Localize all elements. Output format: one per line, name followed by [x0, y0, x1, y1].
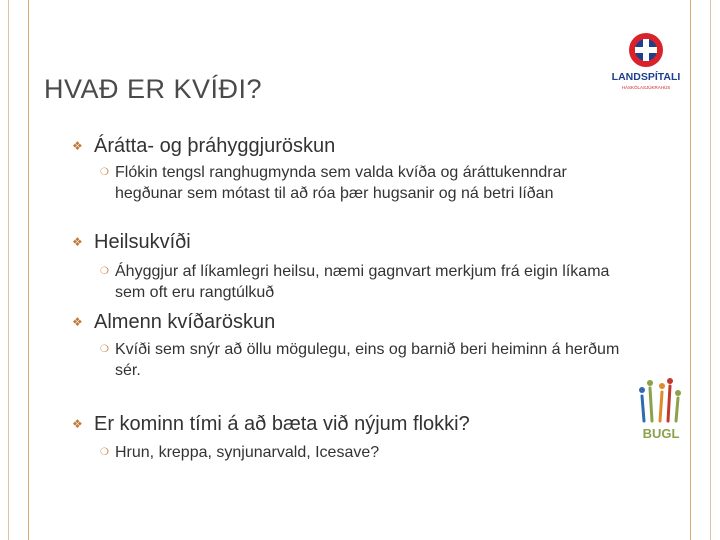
bullet-marker-icon: ❖	[72, 139, 83, 153]
sub-bullet-marker-icon: ❍	[100, 447, 109, 458]
slide-frame-left	[0, 0, 29, 540]
landspitali-logo	[600, 28, 692, 94]
sub-bullet-item-2	[100, 261, 630, 303]
bullet-item-4	[72, 412, 470, 436]
slide-frame-right	[690, 0, 720, 540]
slide-frame-left-line	[8, 0, 9, 540]
sub-bullet-item-4	[100, 442, 630, 463]
slide-frame-right-line	[710, 0, 711, 540]
bullet-marker-icon: ❖	[72, 235, 83, 249]
sub-bullet-item-1	[100, 162, 630, 204]
bullet-marker-icon: ❖	[72, 315, 83, 329]
sub-bullet-marker-icon: ❍	[100, 167, 109, 178]
bullet-label: Árátta- og þráhyggjuröskun	[94, 135, 336, 157]
sub-bullet-text: Hrun, kreppa, synjunarvald, Icesave?	[115, 444, 380, 461]
sub-bullet-text: Áhyggjur af líkamlegri heilsu, næmi gagnvart merkjum frá eigin líkama sem oft eru rangtúlkuð	[115, 263, 610, 301]
sub-bullet-marker-icon: ❍	[100, 344, 109, 355]
bullet-label: Almenn kvíðaröskun	[94, 311, 276, 333]
sub-bullet-text: Kvíði sem snýr að öllu mögulegu, eins og barnið beri heiminn á herðum sér.	[115, 341, 620, 379]
landspitali-logo-subtitle: HÁSKÓLASJÚKRAHÚS	[621, 85, 671, 90]
bugl-logo	[632, 376, 690, 446]
bugl-logo-text: BUGL	[642, 426, 680, 441]
bullet-marker-icon: ❖	[72, 417, 83, 431]
slide-title: HVAÐ ER KVÍÐI?	[44, 74, 263, 104]
bullet-item-1	[72, 134, 335, 158]
bullet-label: Er kominn tími á að bæta við nýjum flokki?	[94, 413, 470, 435]
bullet-item-2	[72, 230, 191, 254]
bullet-item-3	[72, 310, 275, 334]
sub-bullet-text: Flókin tengsl ranghugmynda sem valda kvíða og áráttukenndrar hegðunar sem mótast til að róa þær hugsanir og ná betri líðan	[115, 164, 567, 202]
landspitali-logo-text: LANDSPÍTALI	[611, 71, 681, 83]
bullet-label: Heilsukvíði	[94, 231, 191, 253]
sub-bullet-marker-icon: ❍	[100, 266, 109, 277]
sub-bullet-item-3	[100, 339, 630, 381]
